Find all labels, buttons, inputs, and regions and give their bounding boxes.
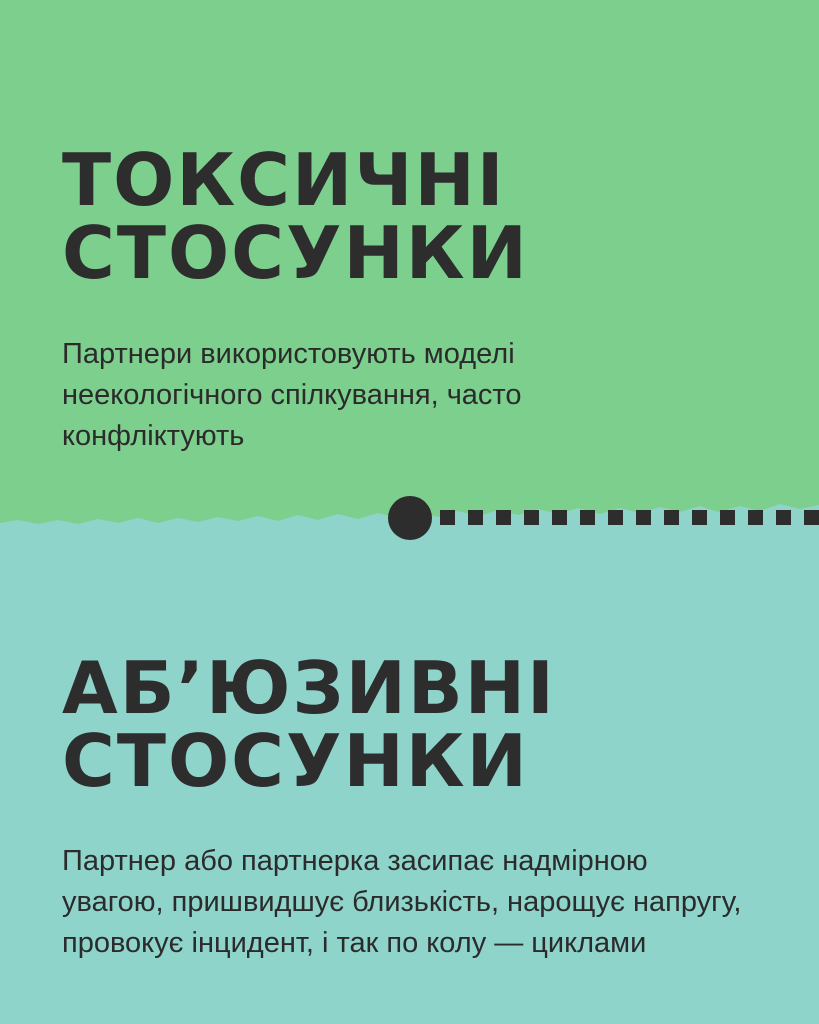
top-title-line1: ТОКСИЧНІ [62, 138, 506, 223]
top-title [62, 138, 762, 295]
top-body-text: Партнери використовують моделі неекологічного спілкування, часто конфліктують [62, 338, 522, 453]
top-title-line2: СТОСУНКИ [62, 210, 529, 295]
bottom-body-text: Партнер або партнерка засипає надмірною увагою, пришвидшує близькість, нарощує напругу, провокує інцидент, і так по колу — циклами [62, 845, 742, 960]
bottom-title-line2: СТОСУНКИ [62, 718, 529, 803]
bottom-title-line1: АБ’ЮЗИВНІ [62, 646, 556, 731]
bottom-title [62, 646, 782, 803]
